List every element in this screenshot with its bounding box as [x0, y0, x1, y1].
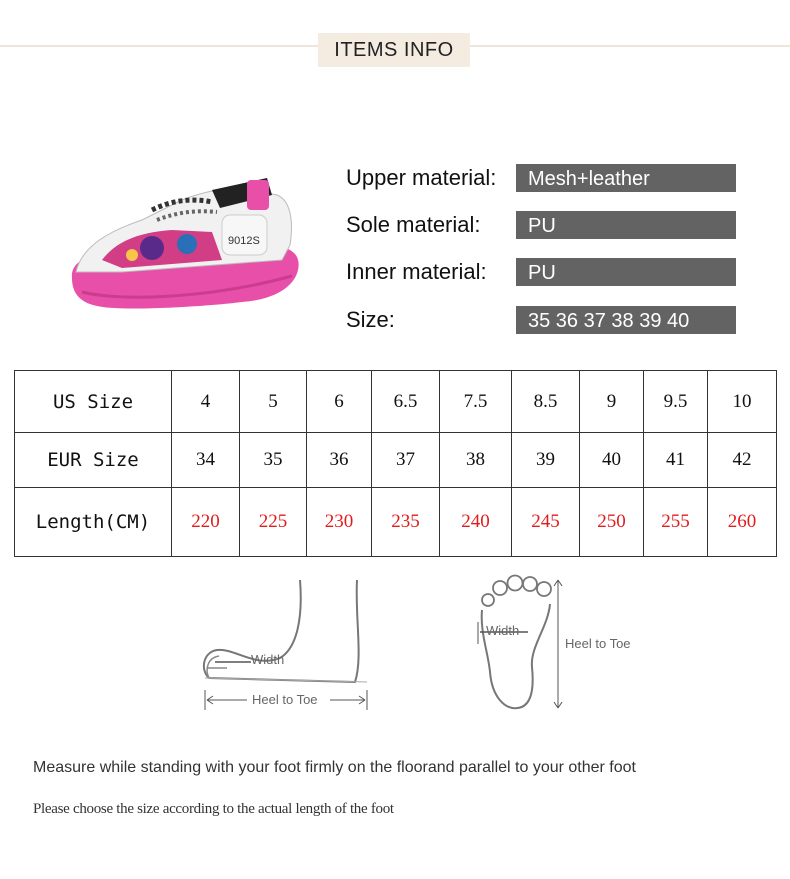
table-row-us: [15, 371, 777, 433]
table-cell: 9: [580, 371, 644, 433]
row-header-length: Length(CM): [15, 488, 172, 557]
spec-label-sole: Sole material:: [346, 212, 481, 237]
table-row-eur: [15, 433, 777, 488]
foot-side-diagram: [195, 578, 380, 718]
size-instruction: Please choose the size according to the actual length of the foot: [33, 801, 394, 817]
table-cell: 34: [172, 433, 240, 488]
sole-width-label: Width: [486, 623, 520, 638]
spec-value-inner: PU: [516, 258, 736, 286]
table-cell: 36: [307, 433, 372, 488]
sole-length-label: Heel to Toe: [565, 636, 631, 651]
table-cell-length: 260: [708, 488, 777, 557]
table-cell: 8.5: [512, 371, 580, 433]
shoe-product-image: [62, 160, 312, 320]
spec-label-upper: Upper material:: [346, 165, 497, 190]
table-cell-length: 250: [580, 488, 644, 557]
table-cell: 7.5: [440, 371, 512, 433]
table-cell-length: 230: [307, 488, 372, 557]
table-cell: 38: [440, 433, 512, 488]
table-cell-length: 220: [172, 488, 240, 557]
table-cell: 37: [372, 433, 440, 488]
foot-sole-diagram: [470, 572, 650, 717]
header-line-left: [0, 45, 318, 47]
spec-value-sole: PU: [516, 211, 736, 239]
section-title: ITEMS INFO: [318, 33, 470, 67]
table-cell-length: 235: [372, 488, 440, 557]
table-cell: 5: [240, 371, 307, 433]
row-header-eur: EUR Size: [15, 433, 172, 488]
measure-instruction: Measure while standing with your foot firmly on the floorand parallel to your other foot: [33, 759, 636, 776]
row-header-us: US Size: [15, 371, 172, 433]
table-cell: 41: [644, 433, 708, 488]
spec-value-upper: Mesh+leather: [516, 164, 736, 192]
side-width-label: Width: [251, 652, 285, 667]
side-length-label: Heel to Toe: [252, 692, 318, 707]
table-cell: 9.5: [644, 371, 708, 433]
header-line-right: [470, 45, 790, 47]
table-cell: 10: [708, 371, 777, 433]
table-cell-length: 240: [440, 488, 512, 557]
table-cell-length: 245: [512, 488, 580, 557]
table-cell-length: 255: [644, 488, 708, 557]
table-cell: 6.5: [372, 371, 440, 433]
table-cell: 4: [172, 371, 240, 433]
spec-label-inner: Inner material:: [346, 259, 487, 284]
table-cell: 39: [512, 433, 580, 488]
table-cell: 42: [708, 433, 777, 488]
svg-text:9012S: 9012S: [228, 235, 260, 247]
table-cell: 6: [307, 371, 372, 433]
table-cell: 40: [580, 433, 644, 488]
table-cell-length: 225: [240, 488, 307, 557]
table-cell: 35: [240, 433, 307, 488]
spec-value-size: 35 36 37 38 39 40: [516, 306, 736, 334]
table-row-length: [15, 488, 777, 557]
spec-label-size: Size:: [346, 307, 395, 332]
size-chart-table: [14, 370, 777, 557]
